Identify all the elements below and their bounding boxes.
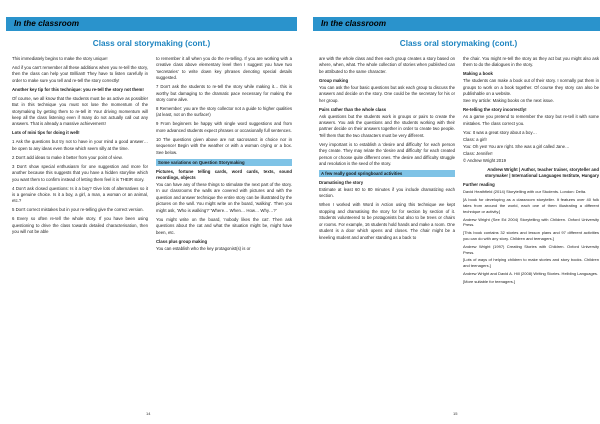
paragraph: You can have any of these things to stimulate the next part of the story. In our classrooms the walls are covered with pictures and with the question and answer technique the entire story can be illustrated by the pictures on the wall. You might write on the board, 'walking'. Then you might ask, 'Who is walking?' 'Where… When… How… Why…?' — [156, 182, 292, 213]
paragraph: to remember it all when you do the re-telling. If you are working with a creative class above elementary level then I suggest you have two 'secretaries' to write down key phrases denoting special details suggested. — [156, 56, 292, 81]
subheading: Re-telling the story incorrectly! — [463, 107, 527, 113]
paragraph: Of course, we all know that the students must be as active as possible! But in this technique you must not lose the momentum of the storymaking by getting them to re-tell it! Your driving momentum will keep all the class listening even if many do not actually call out any answers. That is already a massive achievement! — [12, 95, 148, 127]
paragraph: See my article: Making books on the next issue. — [463, 98, 554, 104]
tip-item: 9 From beginners be happy with single word suggestions and from more advanced students expect phrases or occasionally full sentences. — [156, 121, 292, 133]
paragraph: the chair. You might re-tell the story as they act but you might also ask them to do the dialogues in the story. — [463, 56, 599, 68]
subheading: Making a book — [463, 71, 493, 77]
copyright: © Andrew Wright 2019 — [463, 157, 506, 163]
subheading: Group making — [319, 77, 349, 83]
tip-item: 8 Remember: you are the story collector not a guide to higher qualities (at least, not on the surface!) — [156, 106, 292, 118]
paragraph: This immediately begins to make the story unique! — [12, 56, 108, 61]
paragraph: Very important is to establish a 'desire and difficulty' for each person they create. They may relate the 'desire and difficulty' for each created person or choose quite different ones. The desire and difficulty struggle and resolution is the seed of the story. — [319, 141, 455, 167]
right-column-2 — [463, 56, 599, 287]
subheading: Pairs rather than the whole class — [319, 106, 387, 112]
paragraph: Estimate at least 60 to 80 minutes if you include dramatizing each section. — [319, 187, 455, 199]
tip-item: 6 Every so often re-tell the whole story. If you have been using questioning to drive the class towards detailed characterisation, then you will not be able — [12, 216, 148, 235]
reference: Andrew Wright and David A. Hill (2008) Writing Stories. Helbling Languages. — [463, 271, 599, 276]
left-column-1 — [12, 56, 148, 238]
dialogue-line: You: Oh yes! You are right. She was a girl called Jane… — [463, 143, 570, 149]
left-page — [6, 0, 297, 424]
tip-item: 3 Don't show special enthusiasm for one suggestion and more for another because this suggests that you have a hidden storyline which you want them to confirm instead of letting them feel it is THEIR story. — [12, 163, 148, 182]
paragraph: You can ask the four basic questions but ask each group to discuss the answers and decide on the story. One could be the secretary for his or her group. — [319, 84, 455, 103]
right-column-1 — [319, 56, 455, 244]
paragraph: As a game you pretend to remember the story but re-tell it with some mistakes. The class correct you. — [463, 114, 599, 126]
key-tip-heading: Another key tip for this technique: you re-tell the story not them! — [12, 86, 144, 92]
tip-item: 7 Don't ask the students to re-tell the story while making it… this is worthy but damaging to the dramatic pace necessary for making the story come alive. — [156, 84, 292, 103]
paragraph: The students can make a book out of their story. I normally put them in groups to work on a book together. Of course they story can also be publishable on a website. — [463, 78, 599, 97]
tip-item: 1 Ask the questions but try not to have in your mind a good answer… be open to any ideas even those which seem silly at the time. — [12, 139, 148, 151]
paragraph: You might write on the board, 'nobody likes the cat'. Then ask questions about the cat and what the situation might be, might have been, etc. — [156, 216, 292, 235]
author-credit: Andrew Wright | Author, teacher trainer, storyteller and storymaker | International Languages Institute, Hungary — [484, 167, 599, 179]
variation-heading: Class plus group making — [156, 238, 208, 244]
mini-tips-heading: Lots of mini tips for doing it well! — [12, 130, 80, 136]
paragraph: Ask questions but the students work in groups or pairs to create the answers. You ask the questions and the students working with their partner decide on their answers together in order to create two people. Tell them that the two characters must be very different. — [319, 113, 455, 138]
page-title: Class oral storymaking (cont.) — [92, 39, 211, 48]
reference-note: [Lots of ways of helping children to make stories and story books. Children and teenagers.] — [463, 257, 599, 269]
dialogue-line: You: It was a great story about a boy… — [463, 129, 537, 135]
further-reading-heading: Further reading — [463, 182, 495, 188]
page-number: 15 — [453, 411, 458, 416]
paragraph: You can establish who the key protagonist(s) is or — [156, 245, 251, 251]
reference: Andrew Wright (See Ed 2004) Storytelling with Children. Oxford University Press. — [463, 216, 599, 228]
paragraph: When I worked with Word in Action using this technique we kept stopping and dramatising the story for for section by section of it. Students volunteered to be protagonists but also to be trees or chairs or rooms. For example, 16 students hold hands and make a room. One student is a door which opens and closes. The chair might be a kneeling student and another standing as a back to — [319, 202, 455, 240]
tip-item: 5 Don't correct mistakes but in your re-telling give the correct version. — [12, 207, 144, 213]
dialogue-line: Class: Jennifer! — [463, 150, 493, 156]
reference: Andrew Wright (1997) Creating Stories with Children. Oxford University Press. — [463, 243, 599, 255]
reference: David Heathfield (2014) Storytelling with our Students. London: Delta. — [463, 189, 587, 195]
left-column-2 — [156, 56, 292, 255]
reference-note: [More suitable for teenagers.] — [463, 278, 516, 284]
springboard-subheading: A few really good springboard activities — [319, 170, 455, 177]
tip-item: 10 The questions given above are not sacrosanct in choice nor in sequence! Begin with the weather or with a woman crying or a box. See below. — [156, 136, 292, 155]
section-band: In the classroom — [313, 17, 600, 31]
reference-note: [This book contains 32 stories and lesson plans and 97 different activities you can do with any story. Children and teenagers.] — [463, 230, 599, 242]
variation-heading: Pictures, fortune telling cards, word cards, texts, sound recordings, objects — [156, 168, 292, 181]
section-band: In the classroom — [6, 17, 297, 31]
page-number: 14 — [146, 411, 151, 416]
page-title: Class oral storymaking (cont.) — [399, 39, 518, 48]
reference-note: [A book for developing as a classroom storyteller. It features over 40 folk tales from around the world, each one of them illustrating a different technique or activity.] — [463, 197, 599, 214]
variations-subheading: Some variations on Question Storymaking — [156, 159, 292, 166]
tip-item: 4 Don't ask closed questions: Is it a boy? Give lots of alternatives so it is a genuine choice. Is it a boy, a girl, a man, a woman or an animal, etc.? — [12, 185, 148, 204]
subheading: Dramatising the story — [319, 180, 364, 186]
tip-item: 2 Don't add ideas to make it better from your point of view. — [12, 154, 123, 160]
dialogue-line: Class: a girl! — [463, 136, 487, 142]
paragraph: are with the whole class and then each group creates a story based on where, when, what. The whole collection of stories when published can be attributed to the same character. — [319, 56, 455, 74]
right-page — [313, 0, 600, 424]
paragraph: And if you can't remember all these additions when you re-tell the story, then the class can help you! Brilliant! They have to listen carefully in order to make sure you tell and re-tell the story correctly! — [12, 65, 148, 83]
